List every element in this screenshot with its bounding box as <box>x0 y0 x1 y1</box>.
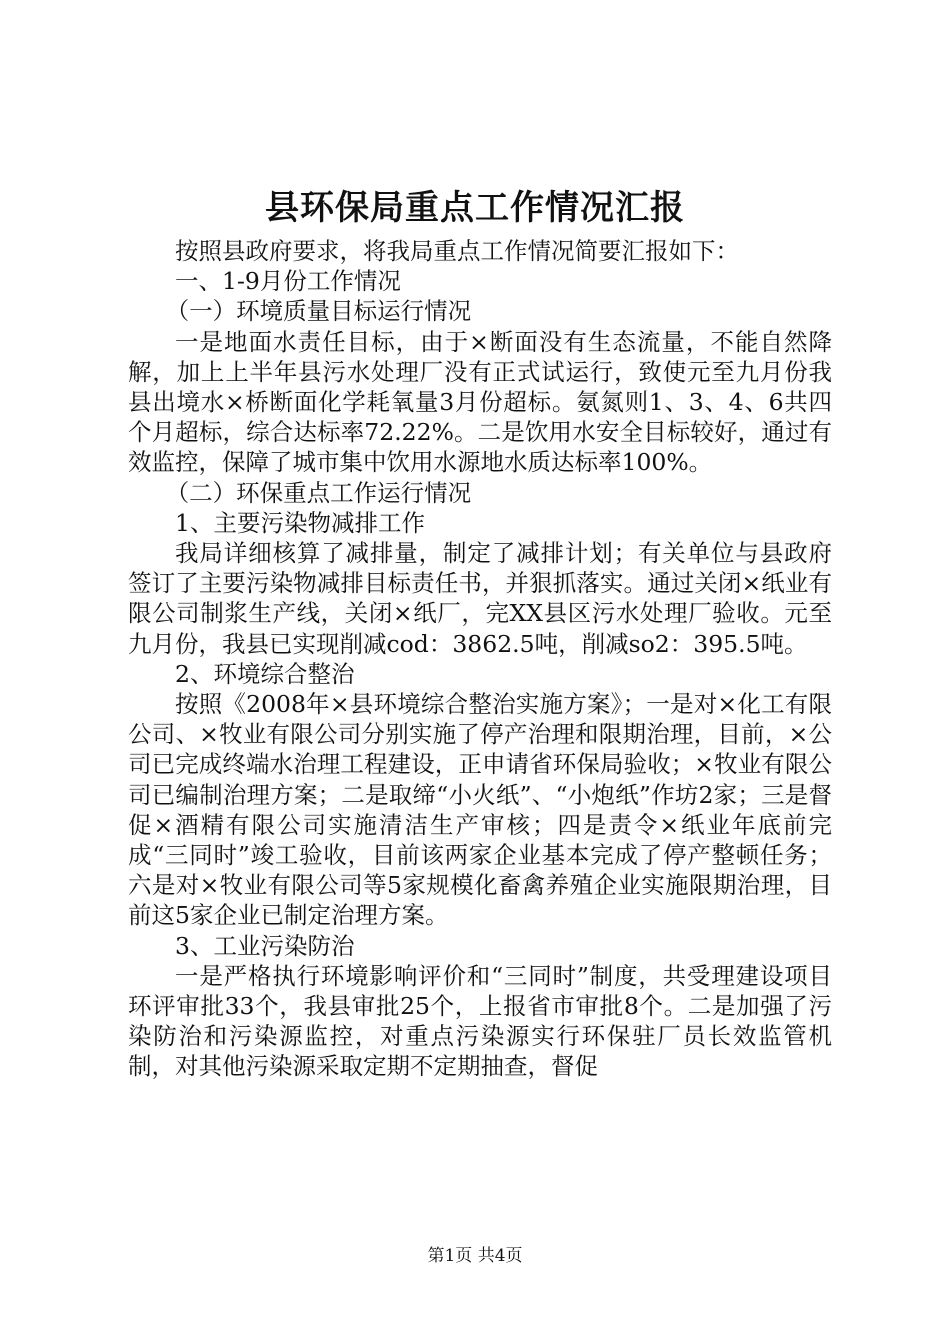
subsection-heading: （二）环保重点工作运行情况 <box>165 478 472 507</box>
item-heading: 2、环境综合整治 <box>175 659 355 688</box>
item-heading: 3、工业污染防治 <box>175 931 355 960</box>
item-heading: 1、主要污染物减排工作 <box>175 508 425 537</box>
subsection-heading: （一）环境质量目标运行情况 <box>165 297 472 326</box>
body-paragraph: 一是严格执行环境影响评价和“三同时”制度，共受理建设项目环评审批33个，我县审批25个，上报省市审批8个。二是加强了污染防治和污染源监控，对重点污染源实行环保驻厂员长效监管机制，对其他污染源采取定期不定期抽查，督促 <box>128 961 832 1081</box>
body-paragraph: 一是地面水责任目标，由于×断面没有生态流量，不能自然降解，加上上半年县污水处理厂没有正式试运行，致使元至九月份我县出境水×桥断面化学耗氧量3月份超标。氨氮则1、3、4、6共四个月超标，综合达标率72.22%。二是饮用水安全目标较好，通过有效监控，保障了城市集中饮用水源地水质达标率100%。 <box>128 327 832 477</box>
section-heading: 一、1-9月份工作情况 <box>175 267 401 296</box>
page-indicator: 第1页 共4页 <box>427 1246 523 1266</box>
body-paragraph: 按照《2008年×县环境综合整治实施方案》；一是对×化工有限公司、×牧业有限公司分别实施了停产治理和限期治理，目前，×公司已完成终端水治理工程建设，正申请省环保局验收；×牧业有限公司已编制治理方案；二是取缔“小火纸”、“小炮纸”作坊2家；三是督促×酒精有限公司实施清洁生产审核；四是责令×纸业年底前完成“三同时”竣工验收，目前该两家企业基本完成了停产整顿任务；六是对×牧业有限公司等5家规模化畜禽养殖企业实施限期治理，目前这5家企业已制定治理方案。 <box>128 690 832 930</box>
document-title: 县环保局重点工作情况汇报 <box>265 188 685 228</box>
intro-paragraph: 按照县政府要求，将我局重点工作情况简要汇报如下： <box>175 237 739 265</box>
document-body <box>128 236 832 1082</box>
body-paragraph: 我局详细核算了减排量，制定了减排计划；有关单位与县政府签订了主要污染物减排目标责任书，并狠抓落实。通过关闭×纸业有限公司制浆生产线，关闭×纸厂，完XX县区污水处理厂验收。元至九月份，我县已实现削减cod：3862.5吨，削减so2：395.5吨。 <box>128 539 832 658</box>
